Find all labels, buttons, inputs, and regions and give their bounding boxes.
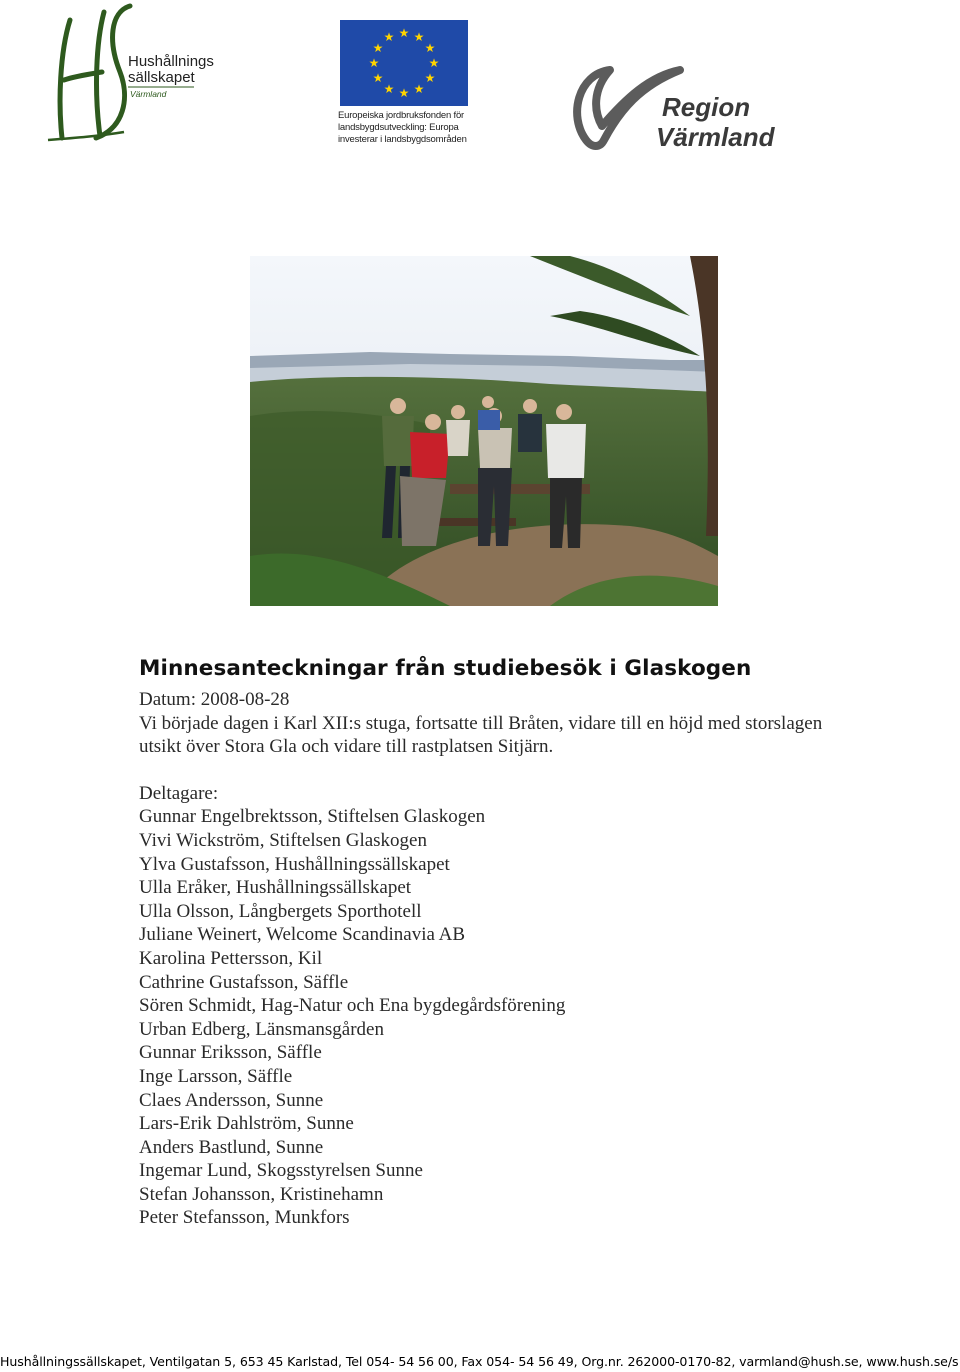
hs-logo-name-line1: Hushållnings: [128, 53, 214, 70]
participant: Lars-Erik Dahlström, Sunne: [139, 1113, 354, 1135]
region-varmland-logo: [570, 60, 790, 156]
eu-fund-logo: [336, 18, 476, 152]
svg-text:★: ★: [372, 71, 384, 85]
participant: Claes Andersson, Sunne: [139, 1089, 324, 1111]
svg-text:★: ★: [372, 41, 384, 55]
region-logo-line2: Värmland: [656, 122, 775, 152]
participant: Ylva Gustafsson, Hushållningssällskapet: [139, 853, 450, 875]
hs-logo-region: Värmland: [130, 89, 167, 99]
participant: Stefan Johansson, Kristinehamn: [139, 1183, 384, 1205]
svg-text:★: ★: [368, 56, 380, 70]
intro-paragraph: Vi började dagen i Karl XII:s stuga, fortsatte till Bråten, vidare till en höjd med storslagen utsikt över Stora Gla och vidare till rastplatsen Sitjärn.: [139, 712, 823, 758]
participant: Urban Edberg, Länsmansgården: [139, 1018, 384, 1040]
region-logo-line1: Region: [662, 92, 751, 122]
svg-text:★: ★: [424, 41, 436, 55]
hs-logo-name-line2: sällskapet: [128, 69, 195, 86]
participant: Vivi Wickström, Stiftelsen Glaskogen: [139, 829, 427, 851]
document-body: [139, 688, 839, 1230]
svg-text:★: ★: [398, 86, 410, 100]
svg-text:★: ★: [383, 30, 395, 44]
page-footer: Hushållningssällskapet, Ventilgatan 5, 653 45 Karlstad, Tel 054- 54 56 00, Fax 054- 54 56 49, Org.nr. 262000-0170-82, varmland@hush.se, www.hush.se/s: [0, 1354, 959, 1369]
participants-heading: Deltagare:: [139, 782, 219, 804]
participant: Sören Schmidt, Hag-Natur och Ena bygdegårdsförening: [139, 995, 566, 1017]
participant: Juliane Weinert, Welcome Scandinavia AB: [139, 924, 466, 946]
hs-logo-h-stroke: [60, 12, 104, 138]
participant: Peter Stefansson, Munkfors: [139, 1207, 350, 1229]
svg-text:★: ★: [413, 82, 425, 96]
svg-text:★: ★: [383, 82, 395, 96]
participant: Ulla Eråker, Hushållningssällskapet: [139, 877, 412, 899]
participant: Karolina Pettersson, Kil: [139, 947, 323, 969]
svg-text:★: ★: [398, 26, 410, 40]
participant: Gunnar Engelbrektsson, Stiftelsen Glaskogen: [139, 806, 486, 828]
participant: Ingemar Lund, Skogsstyrelsen Sunne: [139, 1160, 423, 1182]
date-line: Datum: 2008-08-28: [139, 689, 290, 710]
svg-text:★: ★: [424, 71, 436, 85]
eu-logo-caption: Europeiska jordbruksfonden för landsbygdsutveckling: Europa investerar i landsbygdsområden: [338, 110, 467, 145]
hushallningssallskapet-logo: [44, 2, 219, 144]
svg-text:★: ★: [428, 56, 440, 70]
participant: Gunnar Eriksson, Säffle: [139, 1042, 322, 1064]
participant: Anders Bastlund, Sunne: [139, 1136, 324, 1158]
eu-flag-icon: [340, 20, 468, 106]
document-title: Minnesanteckningar från studiebesök i Glaskogen: [139, 656, 752, 681]
participants-list: [139, 805, 839, 1230]
participant: Cathrine Gustafsson, Säffle: [139, 971, 349, 993]
participant: Inge Larsson, Säffle: [139, 1065, 293, 1087]
participant: Ulla Olsson, Långbergets Sporthotell: [139, 900, 422, 922]
svg-text:★: ★: [413, 30, 425, 44]
group-photo: [250, 256, 718, 606]
